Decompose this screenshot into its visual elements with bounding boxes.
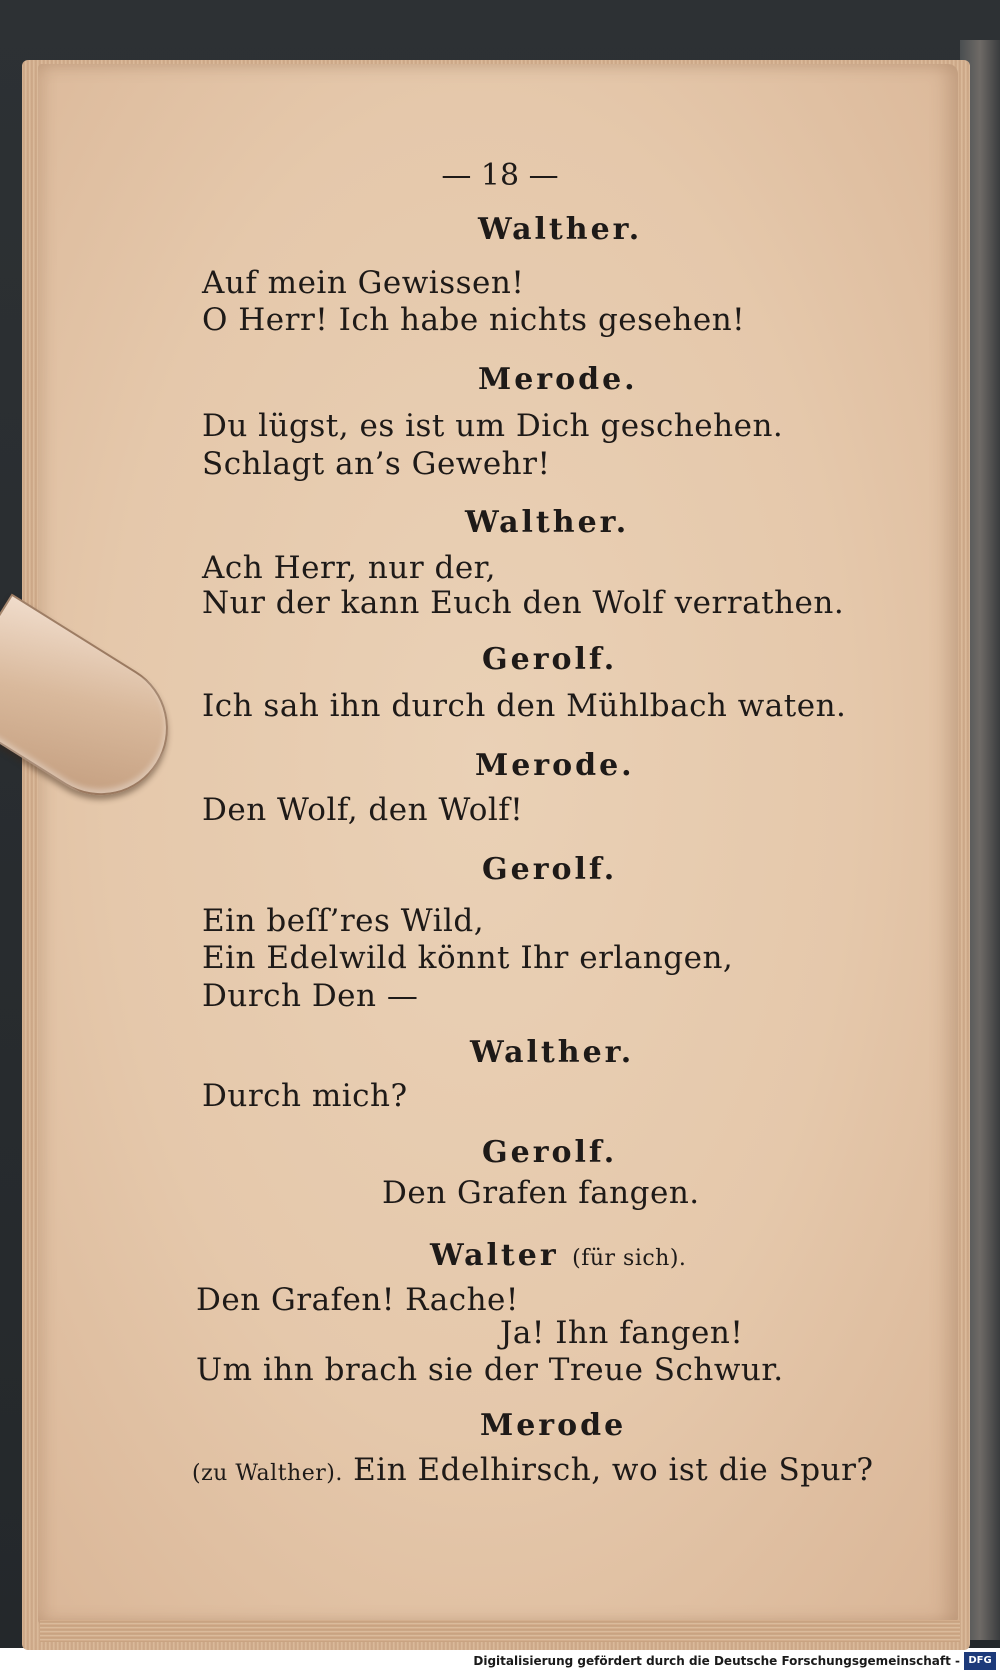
text-line: Den Wolf, den Wolf! <box>202 792 524 828</box>
speaker-walther-3: Walther. <box>470 1035 635 1070</box>
speaker-gerolf-1: Gerolf. <box>482 642 618 677</box>
text-line-with-direction <box>192 1452 874 1488</box>
page-bottom-edges <box>40 1620 960 1642</box>
text-line: Auf mein Gewissen! <box>202 265 525 301</box>
page-number: — 18 — <box>441 158 559 193</box>
text-line: Ich sah ihn durch den Mühlbach waten. <box>202 688 847 724</box>
dfg-logo-icon: DFG <box>964 1652 996 1670</box>
speaker-gerolf-3: Gerolf. <box>482 1135 618 1170</box>
speaker-name: Walter <box>430 1238 559 1273</box>
text-line: Nur der kann Euch den Wolf verrathen. <box>202 585 845 621</box>
stage-direction: (zu Walther). <box>192 1461 343 1486</box>
text-line: Den Grafen! Rache! <box>196 1282 519 1318</box>
text-line: Du lügst, es ist um Dich geschehen. <box>202 408 784 444</box>
speaker-merode-3: Merode <box>480 1408 627 1443</box>
speaker-gerolf-2: Gerolf. <box>482 852 618 887</box>
speaker-merode-2: Merode. <box>475 748 635 783</box>
text-line: Ein Edelwild könnt Ihr erlangen, <box>202 940 734 976</box>
text-line: Ein beſſ’res Wild, <box>202 903 485 939</box>
speaker-walter <box>430 1238 686 1273</box>
text-line: Den Grafen fangen. <box>382 1175 700 1211</box>
speaker-walther-2: Walther. <box>465 505 630 540</box>
text-line: Ach Herr, nur der, <box>202 550 496 586</box>
text-line: Durch mich? <box>202 1078 408 1114</box>
speaker-merode-1: Merode. <box>478 362 638 397</box>
text-line: O Herr! Ich habe nichts gesehen! <box>202 302 746 338</box>
text-line: Ja! Ihn fangen! <box>500 1315 744 1351</box>
text-line: Durch Den — <box>202 978 419 1014</box>
footer-bar <box>0 1650 1000 1674</box>
speaker-walther-1: Walther. <box>478 212 643 247</box>
text-line: Schlagt an’s Gewehr! <box>202 446 551 482</box>
text-line: Um ihn brach sie der Treue Schwur. <box>196 1352 784 1388</box>
stage-direction: (für sich). <box>572 1246 687 1271</box>
line-text: Ein Edelhirsch, wo ist die Spur? <box>353 1452 874 1488</box>
footer-credit: Digitalisierung gefördert durch die Deutsche Forschungsgemeinschaft - <box>473 1654 960 1668</box>
